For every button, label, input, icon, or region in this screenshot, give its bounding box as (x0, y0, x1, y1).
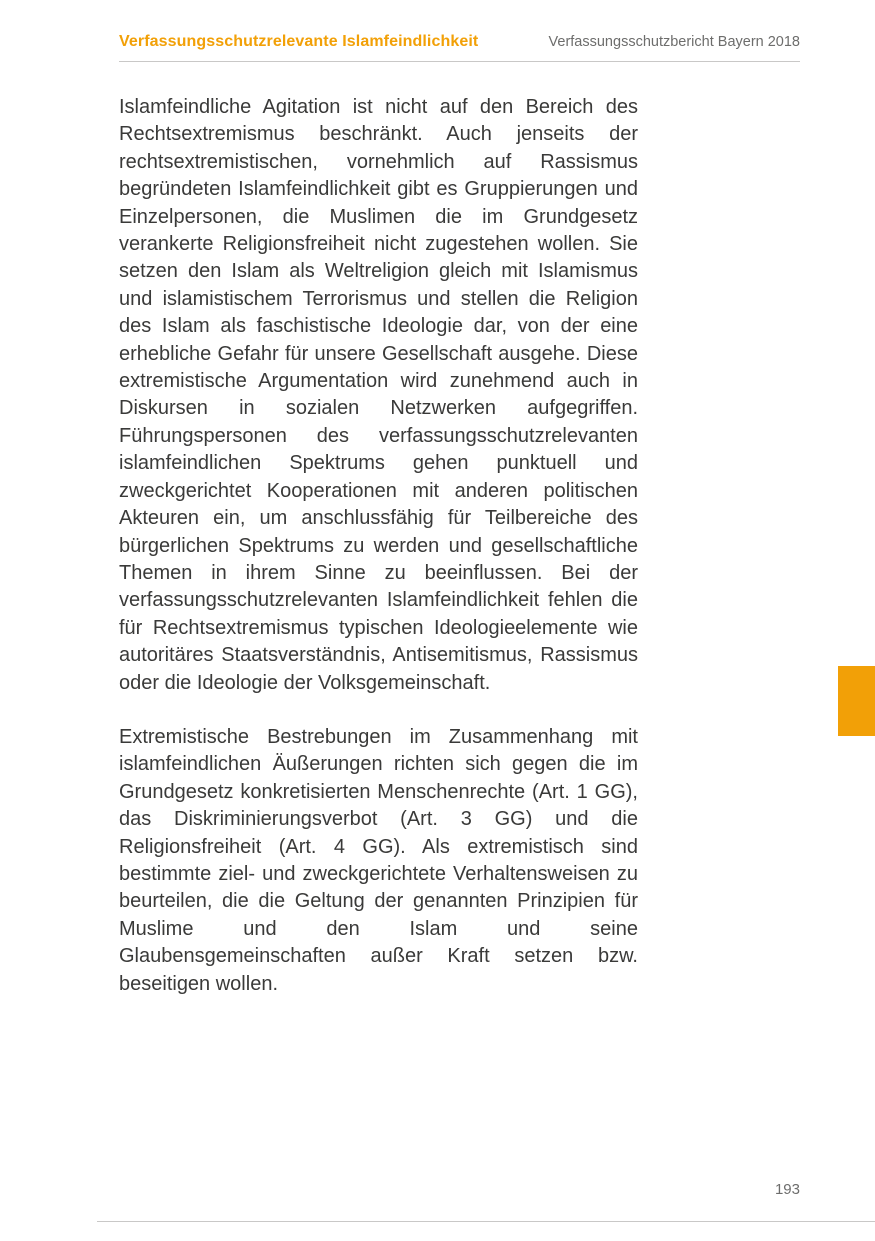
footer-divider (97, 1221, 875, 1222)
page-header (119, 33, 800, 51)
body-text-column (119, 94, 638, 998)
chapter-edge-marker (838, 666, 875, 736)
paragraph-1: Islamfeindliche Agitation ist nicht auf den Bereich des Rechtsextremismus beschränkt. Auch jenseits der rechtsextremistischen, vornehmlich auf Rassismus begründeten Islamfeindlichkeit gibt es Gruppierungen und Einzelpersonen, die Muslimen die im Grundgesetz verankerte Religionsfreiheit nicht zugestehen wollen. Sie setzen den Islam als Weltreligion gleich mit Islamismus und islamistischem Terrorismus und stellen die Religion des Islam als faschistische Ideologie dar, von der eine erhebliche Gefahr für unsere Gesellschaft ausgehe. Diese extremistische Argumentation wird zunehmend auch in Diskursen in sozialen Netzwerken aufgegriffen. Führungspersonen des verfassungsschutzrelevanten islamfeindlichen Spektrums gehen punktuell und zweckgerichtet Kooperationen mit anderen politischen Akteuren ein, um anschlussfähig für Teilbereiche des bürgerlichen Spektrums zu werden und gesellschaftliche Themen in ihrem Sinne zu beeinflussen. Bei der verfassungsschutzrelevanten Islamfeindlichkeit fehlen die für Rechtsextremismus typischen Ideologieelemente wie autoritäres Staatsverständnis, Antisemitismus, Rassismus oder die Ideologie der Volksgemeinschaft. (119, 96, 638, 694)
report-title: Verfassungsschutzbericht Bayern 2018 (548, 34, 800, 50)
page-number: 193 (774, 1181, 800, 1198)
paragraph-2: Extremistische Bestrebungen im Zusammenhang mit islamfeindlichen Äußerungen richten sich gegen die im Grundgesetz konkretisierten Menschenrechte (Art. 1 GG), das Diskriminierungsverbot (Art. 3 GG) und die Religionsfreiheit (Art. 4 GG). Als extremistisch sind bestimmte ziel- und zweckgerichtete Verhaltensweisen zu beurteilen, die die Geltung der genannten Prinzipien für Muslime und den Islam und seine Glaubensgemeinschaften außer Kraft setzen bzw. beseitigen wollen. (119, 725, 638, 995)
chapter-title: Verfassungsschutzrelevante Islamfeindlichkeit (119, 33, 479, 50)
header-divider (119, 61, 800, 62)
